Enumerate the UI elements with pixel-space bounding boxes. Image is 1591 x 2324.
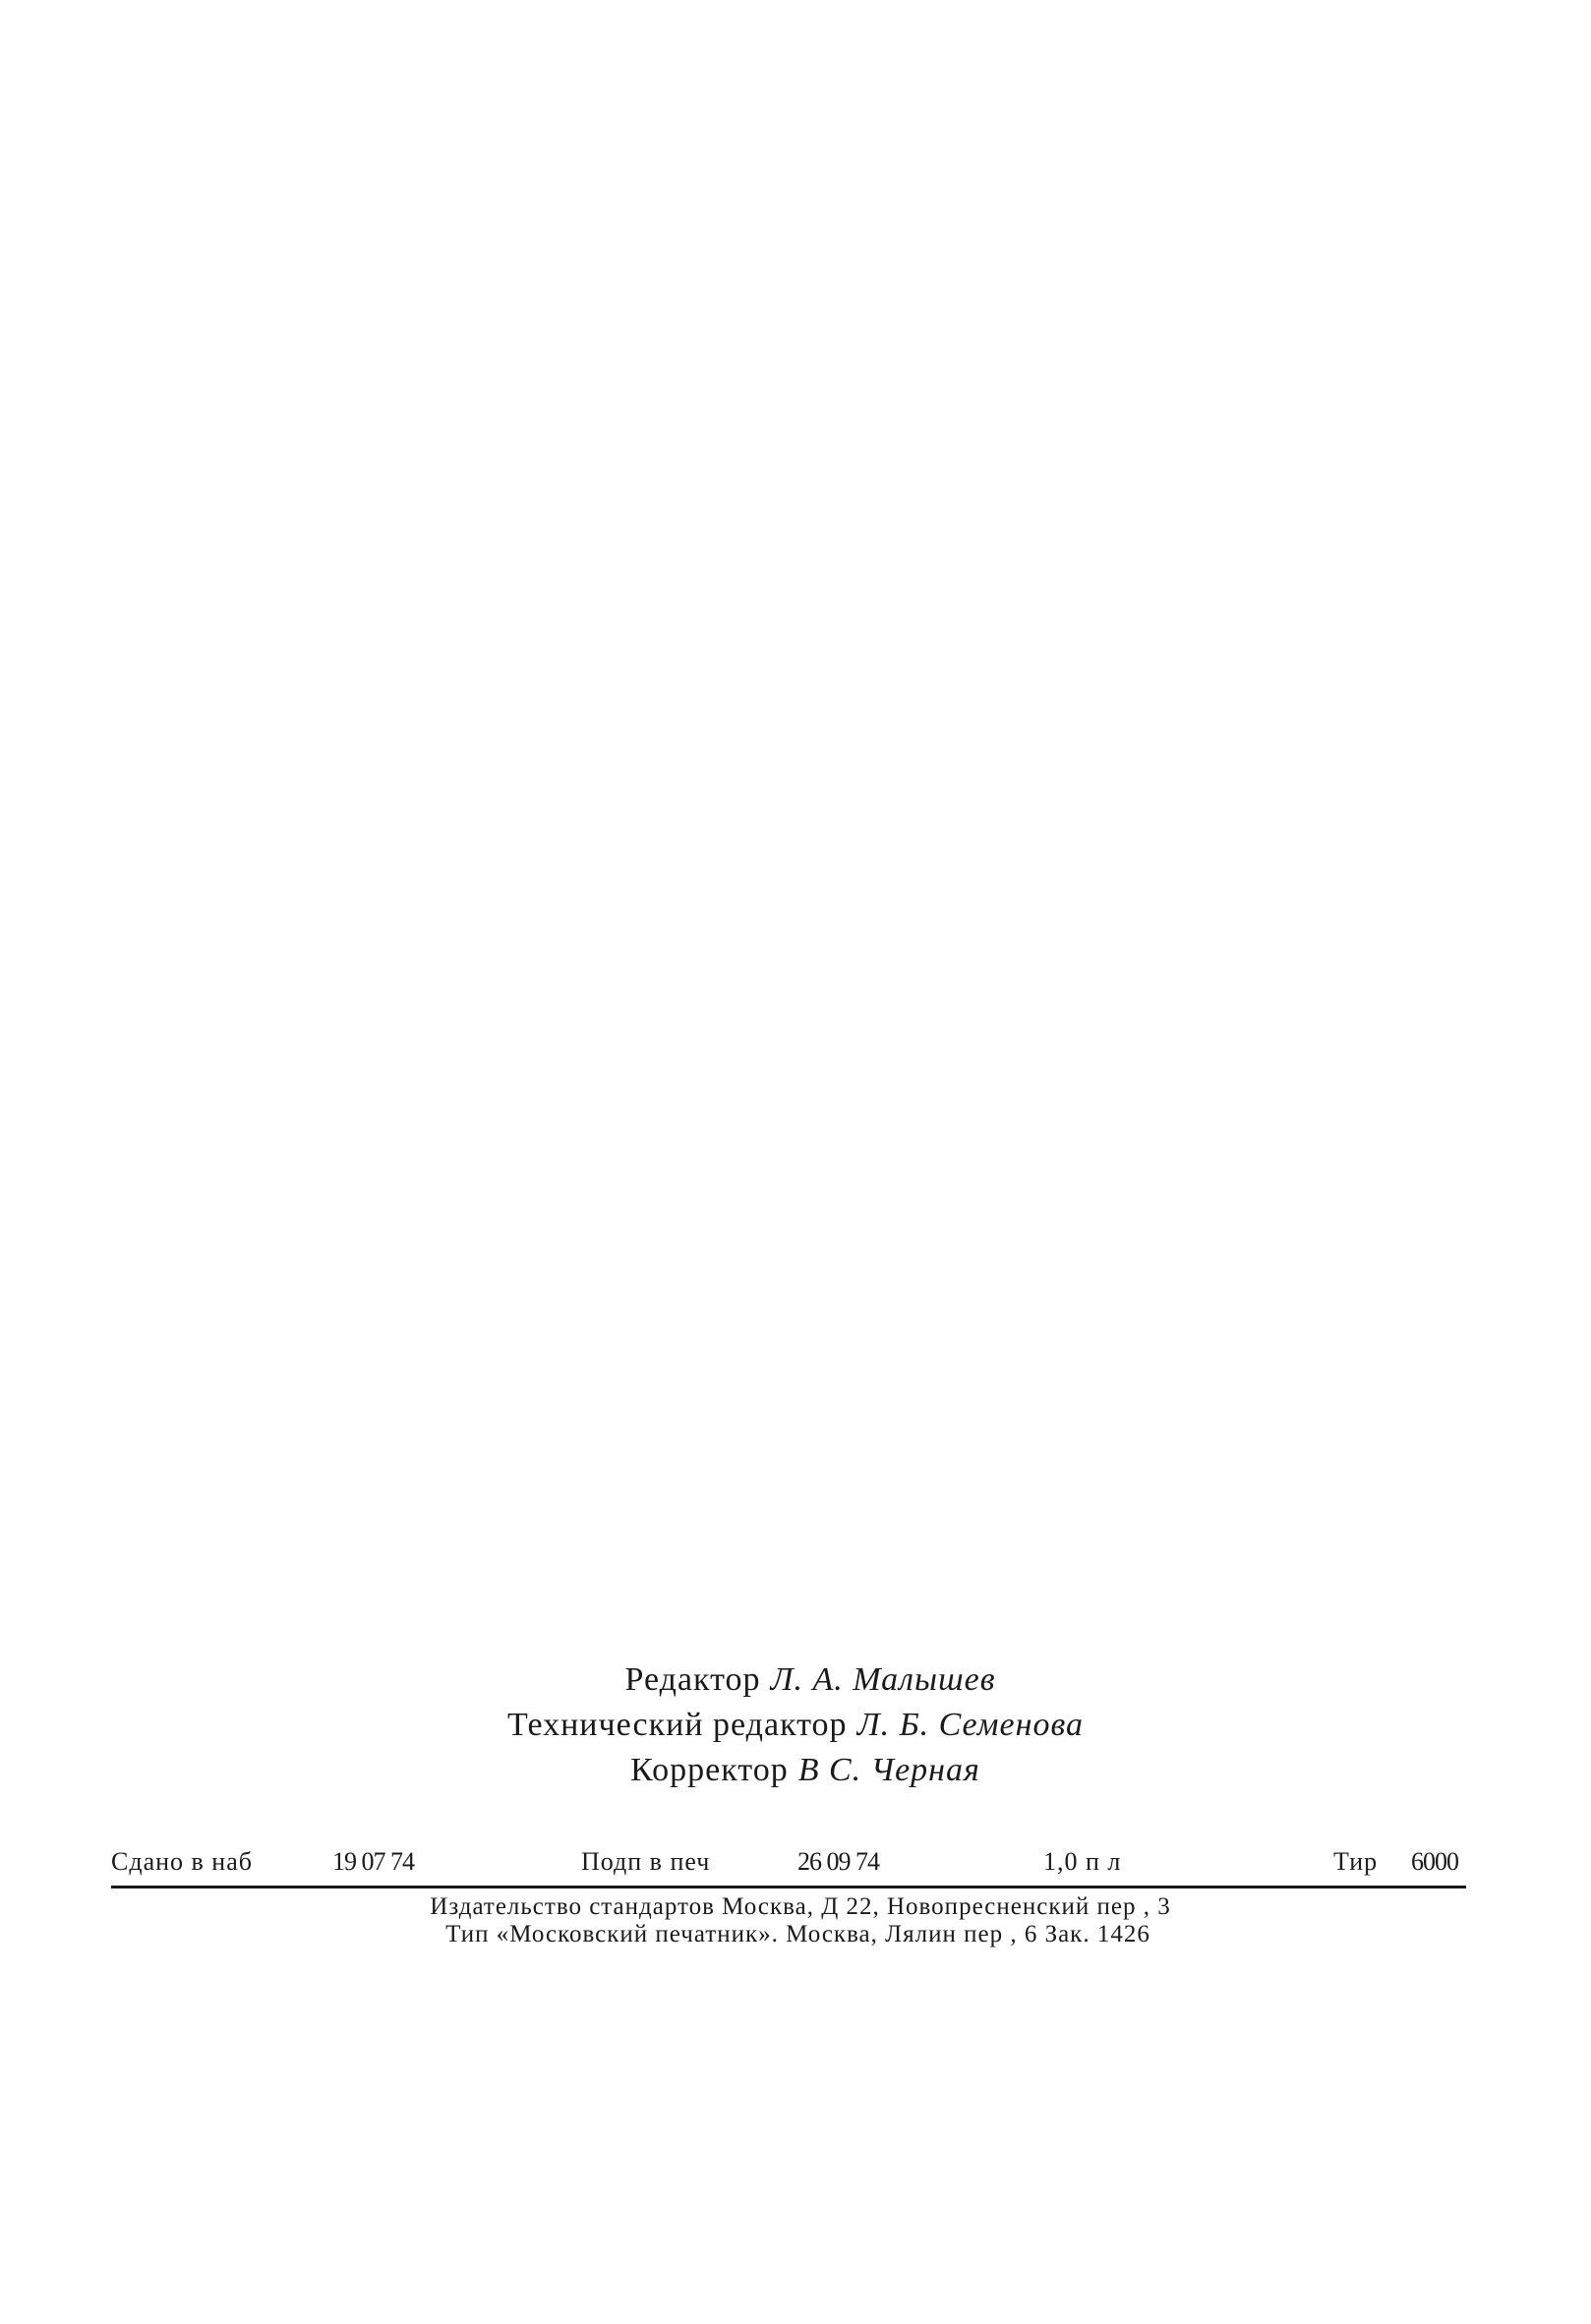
tech-editor-name: Л. Б. Семенова — [856, 1707, 1084, 1743]
editor-role: Редактор — [624, 1661, 761, 1698]
sent-label: Сдано в наб — [111, 1847, 253, 1876]
proofreader-role: Корректор — [630, 1752, 789, 1788]
editor-name: Л. А. Малышев — [770, 1661, 996, 1698]
sent-date: 19 07 74 — [332, 1847, 414, 1876]
editor-credit — [0, 1657, 1591, 1703]
imprint-row — [111, 1844, 1466, 1880]
imprint-divider — [111, 1886, 1466, 1888]
tech-editor-role: Технический редактор — [507, 1707, 848, 1743]
signed-label: Подп в печ — [581, 1847, 711, 1876]
tech-editor-credit — [0, 1703, 1591, 1748]
print-run-label: Тир — [1333, 1847, 1379, 1876]
printer-address: Тип «Московский печатник». Москва, Лялин пер , 6 Зак. 1426 — [445, 1921, 1150, 1947]
credits-block — [0, 1657, 1591, 1793]
signed-date: 26 09 74 — [797, 1847, 879, 1876]
publisher-address: Издательство стандартов Москва, Д 22, Новопресненский пер , 3 — [430, 1893, 1171, 1920]
proofreader-name: В С. Черная — [797, 1752, 980, 1788]
sheets-count: 1,0 п л — [1043, 1847, 1122, 1876]
proofreader-credit — [0, 1748, 1591, 1793]
publisher-block — [0, 1893, 1591, 1948]
print-run-value: 6000 — [1411, 1847, 1458, 1876]
